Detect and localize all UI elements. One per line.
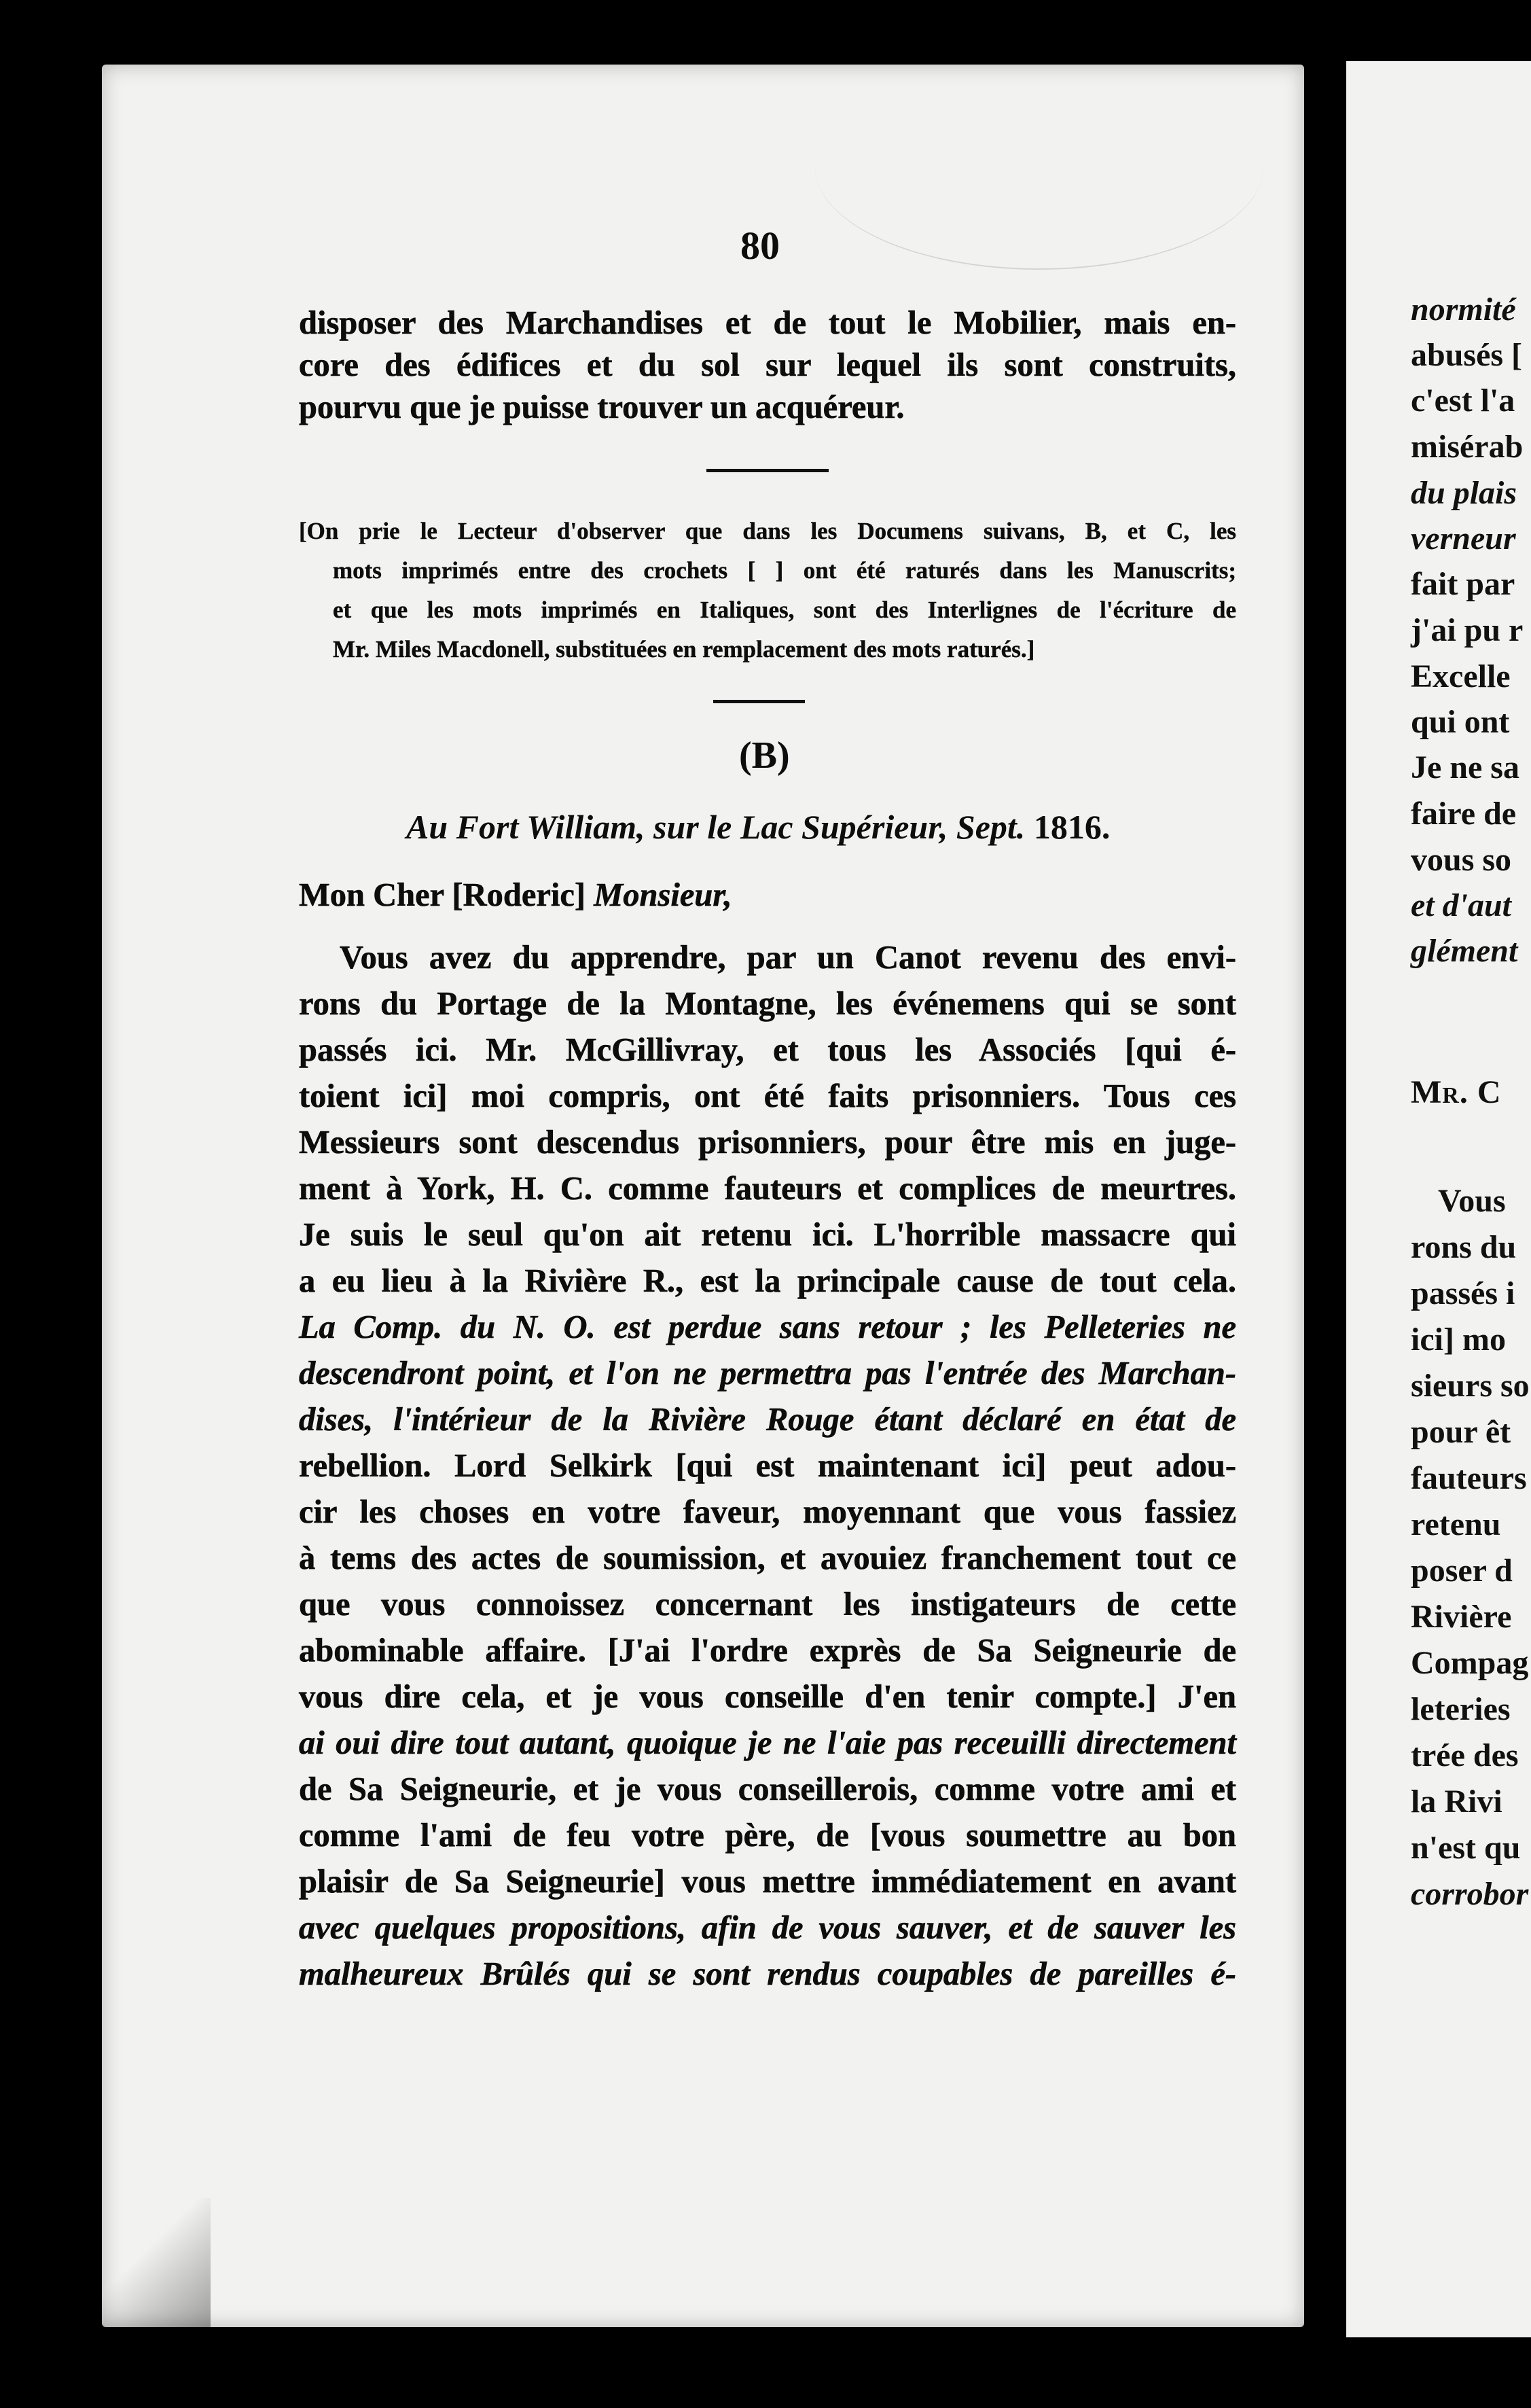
- right-page-line: glément: [1411, 933, 1518, 969]
- body-line: passés ici. Mr. McGillivray, et tous les Associés [qui é-: [299, 1032, 1236, 1068]
- body-line: vous dire cela, et je vous conseille d'en tenir compte.] J'en: [299, 1679, 1236, 1715]
- letter-dateline: [406, 807, 1110, 847]
- right-page-line: n'est qu: [1411, 1830, 1521, 1866]
- right-page-line: pour êt: [1411, 1414, 1511, 1450]
- body-line: abominable affaire. [J'ai l'ordre exprès de Sa Seigneurie de: [299, 1633, 1236, 1669]
- body-line: a eu lieu à la Rivière R., est la principale cause de tout cela.: [299, 1263, 1236, 1299]
- right-page-line: faire de: [1411, 796, 1517, 832]
- right-page-line: Excelle: [1411, 658, 1511, 694]
- right-page-line: abusés [: [1411, 337, 1523, 373]
- right-page-line: Compag: [1411, 1645, 1529, 1681]
- right-page-line: poser d: [1411, 1553, 1513, 1589]
- right-page-line: passés i: [1411, 1275, 1515, 1311]
- section-rule: [706, 469, 829, 472]
- letter-label: (B): [739, 734, 790, 777]
- body-line: que vous connoissez concernant les instigateurs de cette: [299, 1587, 1236, 1623]
- salutation-title: Monsieur,: [594, 877, 732, 913]
- right-page-line: et d'aut: [1411, 887, 1512, 923]
- right-page-line: c'est l'a: [1411, 383, 1515, 419]
- right-page-line: corrobor: [1411, 1876, 1529, 1912]
- right-page-line: du plais: [1411, 475, 1517, 511]
- opening-line: core des édifices et du sol sur lequel ils sont construits,: [299, 347, 1236, 383]
- body-line: Messieurs sont descendus prisonniers, pour être mis en juge-: [299, 1125, 1236, 1161]
- right-page-line: ici] mo: [1411, 1322, 1506, 1358]
- page-gutter: [1304, 48, 1346, 2371]
- body-line: avec quelques propositions, afin de vous sauver, et de sauver les: [299, 1910, 1236, 1946]
- right-page-line: Vous: [1438, 1183, 1506, 1219]
- dateline-year: 1816.: [1033, 808, 1111, 846]
- right-page-line: verneur: [1411, 520, 1516, 556]
- opening-line: pourvu que je puisse trouver un acquéreur.: [299, 389, 905, 425]
- body-line: descendront point, et l'on ne permettra pas l'entrée des Marchan-: [299, 1356, 1236, 1392]
- right-page-line: fait par: [1411, 566, 1515, 602]
- right-page-line: Rivière: [1411, 1599, 1512, 1635]
- opening-line: disposer des Marchandises et de tout le Mobilier, mais en-: [299, 305, 1236, 341]
- body-line: de Sa Seigneurie, et je vous conseillerois, comme votre ami et: [299, 1771, 1236, 1807]
- editor-note-line: et que les mots imprimés en Italiques, sont des Interlignes de l'écriture de: [333, 597, 1236, 623]
- right-page-line: misérab: [1411, 429, 1524, 465]
- body-line: rebellion. Lord Selkirk [qui est maintenant ici] peut adou-: [299, 1448, 1236, 1484]
- right-page-line: normité: [1411, 291, 1516, 327]
- body-line: La Comp. du N. O. est perdue sans retour ; les Pelleteries ne: [299, 1309, 1236, 1345]
- right-page-line: Je ne sa: [1411, 749, 1519, 785]
- body-line: dises, l'intérieur de la Rivière Rouge étant déclaré en état de: [299, 1402, 1236, 1438]
- right-page-line: rons du: [1411, 1229, 1517, 1265]
- right-page-line: retenu: [1411, 1506, 1501, 1542]
- body-line: plaisir de Sa Seigneurie] vous mettre immédiatement en avant: [299, 1864, 1236, 1900]
- editor-note-line: mots imprimés entre des crochets [ ] ont été raturés dans les Manuscrits;: [333, 557, 1236, 584]
- right-page-line: sieurs so: [1411, 1368, 1530, 1404]
- right-page-line: j'ai pu r: [1411, 612, 1524, 648]
- body-line: toient ici] moi compris, ont été faits prisonniers. Tous ces: [299, 1078, 1236, 1114]
- body-line: cir les choses en votre faveur, moyennant que vous fassiez: [299, 1494, 1236, 1530]
- right-page-line: vous so: [1411, 842, 1512, 878]
- body-line: Vous avez du apprendre, par un Canot revenu des envi-: [340, 940, 1236, 976]
- right-page-line: qui ont: [1411, 704, 1510, 740]
- body-line: Je suis le seul qu'on ait retenu ici. L'horrible massacre qui: [299, 1217, 1236, 1253]
- body-line: à tems des actes de soumission, et avouiez franchement tout ce: [299, 1540, 1236, 1576]
- body-line: ai oui dire tout autant, quoique je ne l'aie pas receuilli directement: [299, 1725, 1236, 1761]
- right-page-line: fauteurs: [1411, 1460, 1527, 1496]
- right-page-line: trée des: [1411, 1737, 1519, 1773]
- body-line: rons du Portage de la Montagne, les événemens qui se sont: [299, 986, 1236, 1022]
- section-rule: [713, 700, 805, 703]
- right-page: [1346, 61, 1531, 2337]
- salutation-name: Mon Cher [Roderic]: [299, 877, 586, 913]
- right-page-line: Mr. C: [1411, 1074, 1502, 1110]
- right-page-line: leteries: [1411, 1691, 1511, 1727]
- page-stain: [815, 65, 1263, 270]
- page-corner-damage: [102, 2198, 211, 2327]
- body-line: malheureux Brûlés qui se sont rendus coupables de pareilles é-: [299, 1956, 1236, 1992]
- editor-note-line: [On prie le Lecteur d'observer que dans les Documens suivans, B, et C, les: [299, 518, 1236, 544]
- page-number: 80: [740, 224, 780, 268]
- editor-note-line: Mr. Miles Macdonell, substituées en remplacement des mots raturés.]: [333, 636, 1035, 662]
- body-line: comme l'ami de feu votre père, de [vous soumettre au bon: [299, 1818, 1236, 1854]
- dateline-place: Au Fort William, sur le Lac Supérieur, Sept.: [406, 808, 1026, 846]
- salutation: [299, 877, 1236, 914]
- right-page-line: la Rivi: [1411, 1784, 1502, 1820]
- body-line: ment à York, H. C. comme fauteurs et complices de meurtres.: [299, 1171, 1236, 1207]
